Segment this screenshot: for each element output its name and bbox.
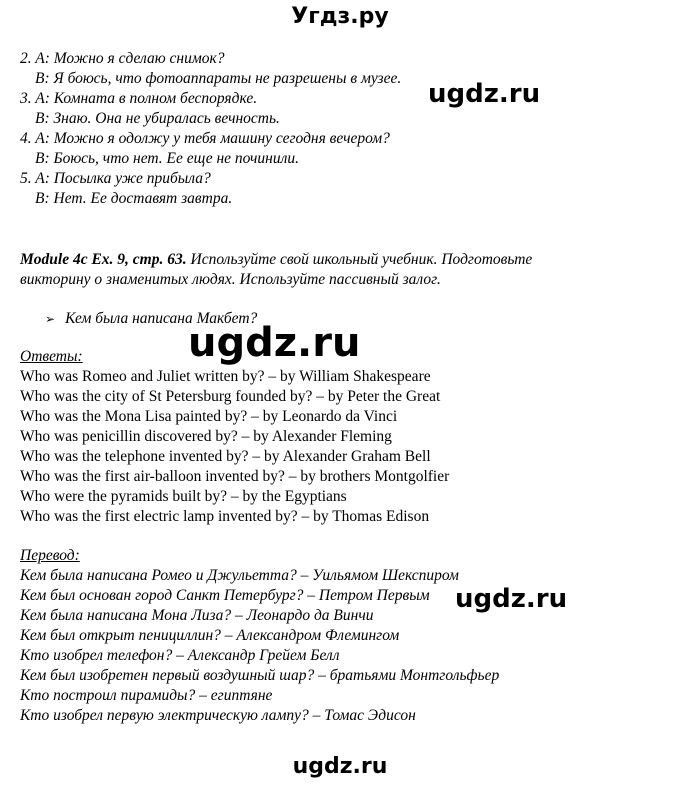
translation-line: Кем был основан город Санкт Петербург? – Петром Первым — [20, 587, 430, 604]
task-text: Используйте свой школьный учебник. Подготовьте — [186, 251, 533, 268]
translation-line: Кем был открыт пенициллин? – Александром Флемингом — [20, 627, 400, 644]
translation-line: Кем была написана Ромео и Джульетта? – Уильямом Шекспиром — [20, 567, 459, 584]
watermark: ugdz.ru — [455, 584, 568, 614]
translation-line: Кем был изобретен первый воздушный шар? – братьями Монтгольфьер — [20, 667, 500, 684]
dialogue-line: 2. A: Можно я сделаю снимок? — [20, 50, 225, 67]
bullet-text: Кем была написана Макбет? — [65, 310, 258, 327]
translation-line: Кто построил пирамиды? – египтяне — [20, 687, 273, 704]
translation-line: Кем была написана Мона Лиза? – Леонардо да Винчи — [20, 607, 374, 624]
translation-line: Кто изобрел первую электрическую лампу? – Томас Эдисон — [20, 707, 416, 724]
task-line-1 — [20, 250, 532, 270]
dialogue-line: 5. A: Посылка уже прибыла? — [20, 170, 211, 187]
answer-line: Who was the telephone invented by? – by Alexander Graham Bell — [20, 448, 431, 465]
answer-line: Who was Romeo and Juliet written by? – by William Shakespeare — [20, 368, 431, 385]
answers-heading: Ответы: — [20, 348, 83, 365]
answer-line: Who was the Mona Lisa painted by? – by Leonardo da Vinci — [20, 408, 398, 425]
dialogue-line: 4. A: Можно я одолжу у тебя машину сегодня вечером? — [20, 130, 390, 147]
answer-line: Who were the pyramids built by? – by the Egyptians — [20, 488, 347, 505]
task-reference: Module 4c Ex. 9, стр. 63. — [20, 251, 187, 268]
translation-line: Кто изобрел телефон? – Александр Грейем Белл — [20, 647, 340, 664]
watermark: ugdz.ru — [188, 320, 361, 366]
dialogue-line: 3. A: Комната в полном беспорядке. — [20, 90, 258, 107]
answer-line: Who was penicillin discovered by? – by Alexander Fleming — [20, 428, 392, 445]
translation-heading: Перевод: — [20, 547, 80, 564]
dialogue-line: B: Знаю. Она не убиралась вечность. — [35, 110, 280, 127]
dialogue-line: B: Я боюсь, что фотоаппараты не разрешены в музее. — [35, 70, 402, 87]
site-footer-link[interactable]: ugdz.ru — [292, 754, 388, 779]
dialogue-line: B: Боюсь, что нет. Ее еще не починили. — [35, 150, 299, 167]
answer-line: Who was the city of St Petersburg founded by? – by Peter the Great — [20, 388, 441, 405]
site-header-title: Угдз.ру — [291, 4, 389, 29]
answer-line: Who was the first air-balloon invented by? – by brothers Montgolfier — [20, 468, 450, 485]
dialogue-line: B: Нет. Ее доставят завтра. — [35, 190, 233, 207]
watermark: ugdz.ru — [428, 79, 541, 109]
arrow-bullet-icon: ➢ — [45, 312, 56, 326]
task-line-2: викторину о знаменитых людях. Используйте пассивный залог. — [20, 271, 441, 288]
answer-line: Who was the first electric lamp invented by? – by Thomas Edison — [20, 508, 430, 525]
